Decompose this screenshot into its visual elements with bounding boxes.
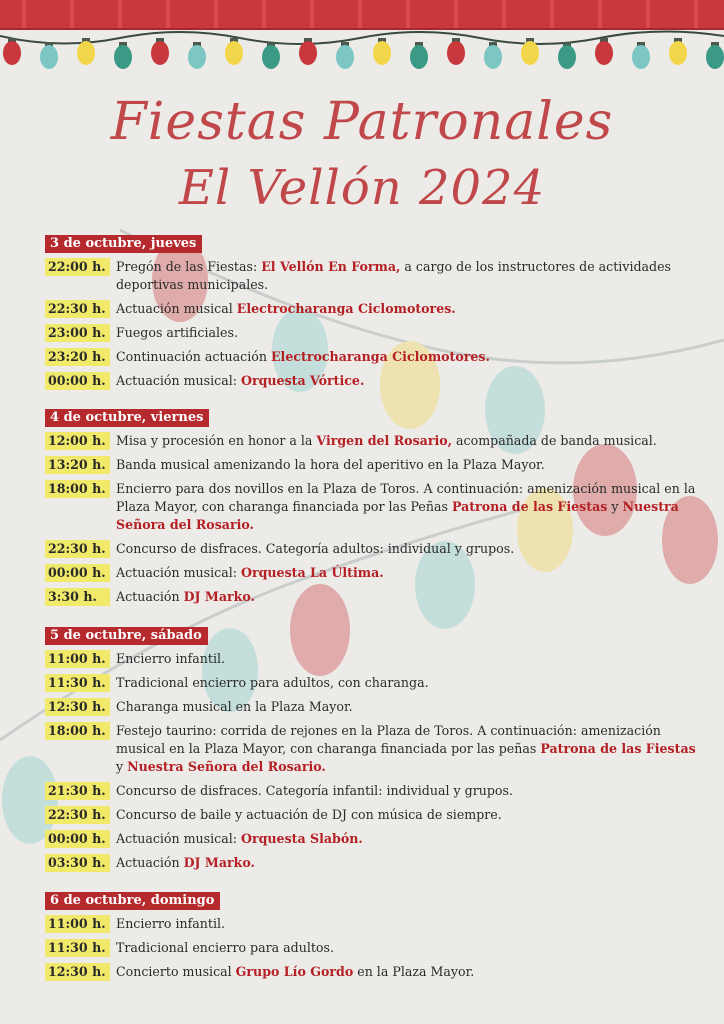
event-description xyxy=(116,939,696,957)
event-text: Pregón de las Fiestas: xyxy=(116,259,262,274)
light-bulb xyxy=(484,45,502,69)
event-row xyxy=(45,348,696,366)
light-bulb xyxy=(447,41,465,65)
event-highlight: Orquesta Vórtice. xyxy=(240,373,365,388)
event-text: Tradicional encierro para adultos, con charanga. xyxy=(116,675,429,690)
event-text: Concierto musical xyxy=(116,964,236,979)
event-highlight: Patrona de las Fiestas xyxy=(451,499,608,514)
light-bulb xyxy=(40,45,58,69)
event-time: 11:00 h. xyxy=(45,650,110,668)
event-row xyxy=(45,722,696,776)
event-text: Concurso de baile y actuación de DJ con música de siempre. xyxy=(116,807,502,822)
event-time: 03:30 h. xyxy=(45,854,110,872)
event-time: 22:00 h. xyxy=(45,258,110,276)
event-text: Actuación musical: xyxy=(116,565,241,580)
event-highlight: Electrocharanga Ciclomotores. xyxy=(236,301,456,316)
event-highlight: Grupo Lío Gordo xyxy=(235,964,354,979)
event-text: Encierro infantil. xyxy=(116,651,226,666)
event-row xyxy=(45,915,696,933)
event-row xyxy=(45,258,696,294)
event-time: 22:30 h. xyxy=(45,540,110,558)
event-description xyxy=(116,806,696,824)
event-text: Charanga musical en la Plaza Mayor. xyxy=(116,699,353,714)
event-row xyxy=(45,674,696,692)
event-description xyxy=(116,300,696,318)
day-section xyxy=(45,406,696,612)
event-row xyxy=(45,540,696,558)
event-time: 11:00 h. xyxy=(45,915,110,933)
event-highlight: Nuestra Señora del Rosario. xyxy=(127,759,326,774)
day-header: 4 de octubre, viernes xyxy=(45,409,209,427)
event-highlight: Electrocharanga Ciclomotores. xyxy=(270,349,490,364)
event-time: 12:30 h. xyxy=(45,698,110,716)
event-text: Actuación musical: xyxy=(116,831,241,846)
event-description xyxy=(116,258,696,294)
event-text: acompañada de banda musical. xyxy=(452,433,657,448)
event-time: 00:00 h. xyxy=(45,564,110,582)
event-text: Festejo taurino: corrida de rejones en la Plaza de Toros. A continuación: amenización musical en la Plaza Mayor, con charanga financiada por las peñas xyxy=(116,723,661,756)
light-bulb xyxy=(151,41,169,65)
light-bulb xyxy=(262,45,280,69)
event-highlight: Orquesta La Última. xyxy=(240,565,384,580)
event-row xyxy=(45,830,696,848)
event-time: 3:30 h. xyxy=(45,588,110,606)
event-row xyxy=(45,456,696,474)
event-text: Banda musical amenizando la hora del aperitivo en la Plaza Mayor. xyxy=(116,457,545,472)
day-section xyxy=(45,624,696,878)
light-bulb xyxy=(521,41,539,65)
event-time: 21:30 h. xyxy=(45,782,110,800)
event-text: y xyxy=(116,759,128,774)
event-highlight: Patrona de las Fiestas xyxy=(540,741,696,756)
event-time: 11:30 h. xyxy=(45,939,110,957)
day-header: 6 de octubre, domingo xyxy=(45,892,220,910)
light-bulb xyxy=(410,45,428,69)
event-time: 18:00 h. xyxy=(45,480,110,498)
poster-subtitle: El Vellón 2024 xyxy=(178,160,546,216)
event-row xyxy=(45,939,696,957)
event-description xyxy=(116,650,696,668)
light-bulb xyxy=(77,41,95,65)
event-row xyxy=(45,300,696,318)
event-row xyxy=(45,650,696,668)
event-row xyxy=(45,806,696,824)
light-bulb xyxy=(336,45,354,69)
light-bulb xyxy=(225,41,243,65)
event-row xyxy=(45,782,696,800)
event-row xyxy=(45,432,696,450)
event-text: Continuación actuación xyxy=(116,349,271,364)
event-highlight: Virgen del Rosario, xyxy=(316,433,453,448)
event-description xyxy=(116,348,696,366)
event-description xyxy=(116,432,696,450)
light-bulb xyxy=(595,41,613,65)
event-row xyxy=(45,372,696,390)
event-text: Encierro infantil. xyxy=(116,916,226,931)
event-description xyxy=(116,963,696,981)
event-text: Actuación musical: xyxy=(116,373,241,388)
event-row xyxy=(45,564,696,582)
day-section xyxy=(45,232,696,396)
event-time: 18:00 h. xyxy=(45,722,110,740)
event-description xyxy=(116,830,696,848)
light-bulb xyxy=(373,41,391,65)
event-text: Actuación musical xyxy=(116,301,237,316)
event-description xyxy=(116,915,696,933)
event-highlight: Nuestra Señora del Rosario. xyxy=(116,499,679,532)
event-description xyxy=(116,698,696,716)
light-bulb xyxy=(3,41,21,65)
event-row xyxy=(45,854,696,872)
event-time: 00:00 h. xyxy=(45,830,110,848)
event-highlight: El Vellón En Forma, xyxy=(261,259,401,274)
event-time: 13:20 h. xyxy=(45,456,110,474)
light-bulb xyxy=(669,41,687,65)
event-row xyxy=(45,480,696,534)
event-description xyxy=(116,674,696,692)
event-description xyxy=(116,588,696,606)
light-bulb xyxy=(114,45,132,69)
event-description xyxy=(116,722,696,776)
light-bulb xyxy=(188,45,206,69)
event-time: 00:00 h. xyxy=(45,372,110,390)
string-lights xyxy=(0,22,724,82)
event-text: a cargo de los instructores de actividades deportivas municipales. xyxy=(116,259,672,292)
event-row xyxy=(45,324,696,342)
event-text: Actuación xyxy=(116,589,184,604)
event-description xyxy=(116,540,696,558)
poster-title: Fiestas Patronales xyxy=(110,92,614,152)
light-bulb xyxy=(632,45,650,69)
event-row xyxy=(45,588,696,606)
event-text: Fuegos artificiales. xyxy=(116,325,238,340)
event-description xyxy=(116,854,696,872)
day-header: 3 de octubre, jueves xyxy=(45,235,202,253)
event-description xyxy=(116,372,696,390)
event-time: 12:00 h. xyxy=(45,432,110,450)
event-row xyxy=(45,963,696,981)
light-bulb xyxy=(706,45,724,69)
event-text: Concurso de disfraces. Categoría infantil: individual y grupos. xyxy=(116,783,513,798)
event-time: 23:00 h. xyxy=(45,324,110,342)
event-time: 22:30 h. xyxy=(45,300,110,318)
light-bulb xyxy=(299,41,317,65)
event-time: 12:30 h. xyxy=(45,963,110,981)
event-description xyxy=(116,564,696,582)
event-description xyxy=(116,480,696,534)
light-bulb xyxy=(558,45,576,69)
event-time: 11:30 h. xyxy=(45,674,110,692)
event-text: Actuación xyxy=(116,855,184,870)
day-header: 5 de octubre, sábado xyxy=(45,627,208,645)
event-description xyxy=(116,324,696,342)
event-time: 22:30 h. xyxy=(45,806,110,824)
day-section xyxy=(45,889,696,987)
event-text: Encierro para dos novillos en la Plaza de Toros. A continuación: amenización musical en la Plaza Mayor, con charanga financiada por las Peñas xyxy=(116,481,696,514)
event-highlight: DJ Marko. xyxy=(183,855,255,870)
event-description xyxy=(116,782,696,800)
event-row xyxy=(45,698,696,716)
event-text: Tradicional encierro para adultos. xyxy=(116,940,334,955)
event-text: en la Plaza Mayor. xyxy=(353,964,475,979)
event-highlight: DJ Marko. xyxy=(183,589,255,604)
event-highlight: Orquesta Slabón. xyxy=(240,831,363,846)
event-text: y xyxy=(607,499,623,514)
event-text: Concurso de disfraces. Categoría adultos: individual y grupos. xyxy=(116,541,515,556)
event-time: 23:20 h. xyxy=(45,348,110,366)
event-description xyxy=(116,456,696,474)
event-text: Misa y procesión en honor a la xyxy=(116,433,317,448)
